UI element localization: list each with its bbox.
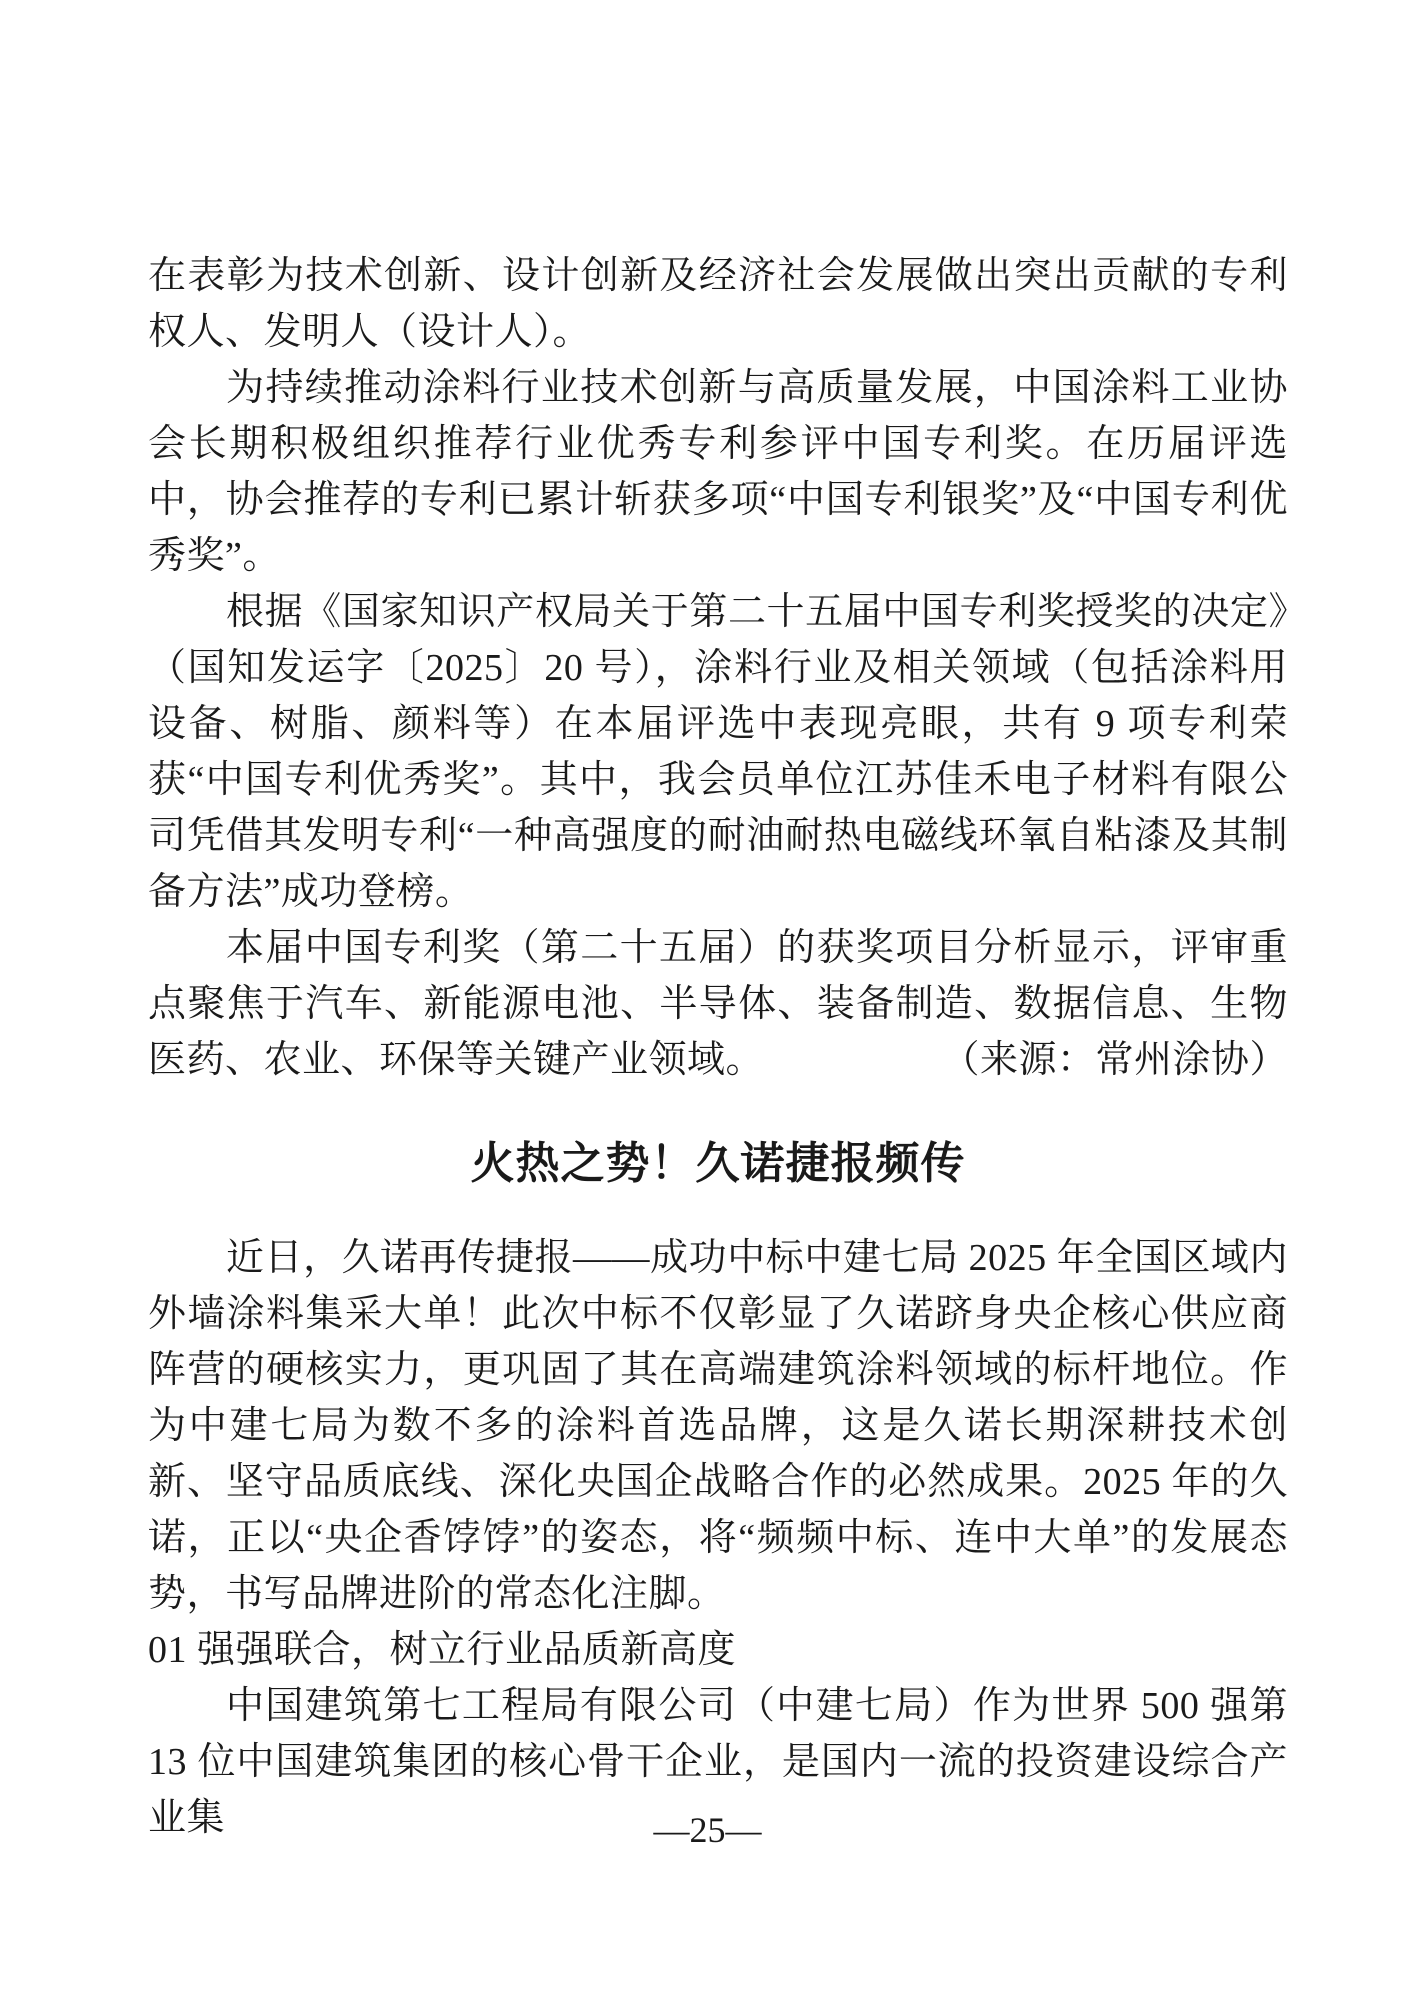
paragraph: 为持续推动涂料行业技术创新与高质量发展，中国涂料工业协会长期积极组织推荐行业优秀专利参评中国专利奖。在历届评选中，协会推荐的专利已累计斩获多项“中国专利银奖”及“中国专利优秀奖”。	[148, 367, 1288, 577]
paragraph: 近日，久诺再传捷报——成功中标中建七局 2025 年全国区域内外墙涂料集采大单！此次中标不仅彰显了久诺跻身央企核心供应商阵营的硬核实力，更巩固了其在高端建筑涂料领域的标杆地位。作为中建七局为数不多的涂料首选品牌，这是久诺长期深耕技术创新、坚守品质底线、深化央国企战略合作的必然成果。2025 年的久诺，正以“央企香饽饽”的姿态，将“频频中标、连中大单”的发展态势，书写品牌进阶的常态化注脚。	[148, 1237, 1288, 1615]
page-footer	[0, 1806, 1415, 1854]
page-number: —25—	[653, 1810, 762, 1850]
subsection-label: 01 强强联合，树立行业品质新高度	[148, 1629, 737, 1671]
paragraph: 根据《国家知识产权局关于第二十五届中国专利奖授奖的决定》（国知发运字〔2025〕20 号），涂料行业及相关领域（包括涂料用设备、树脂、颜料等）在本届评选中表现亮眼，共有 9 项专利荣获“中国专利优秀奖”。其中，我会员单位江苏佳禾电子材料有限公司凭借其发明专利“一种高强度的耐油耐热电磁线环氧自粘漆及其制备方法”成功登榜。	[148, 591, 1288, 913]
section-heading: 火热之势！久诺捷报频传	[470, 1139, 966, 1188]
document-body	[148, 248, 1288, 1846]
paragraph: 在表彰为技术创新、设计创新及经济社会发展做出突出贡献的专利权人、发明人（设计人）。	[148, 255, 1288, 353]
paragraph-text: 本届中国专利奖（第二十五届）的获奖项目分析显示，评审重点聚焦于汽车、新能源电池、半导体、装备制造、数据信息、生物医药、农业、环保等关键产业领域。	[148, 927, 1288, 1081]
source-attribution: （来源：常州涂协）	[941, 1039, 1288, 1081]
paragraph	[148, 920, 1288, 1088]
paragraph: 中国建筑第七工程局有限公司（中建七局）作为世界 500 强第 13 位中国建筑集团的核心骨干企业，是国内一流的投资建设综合产业集	[148, 1685, 1288, 1839]
